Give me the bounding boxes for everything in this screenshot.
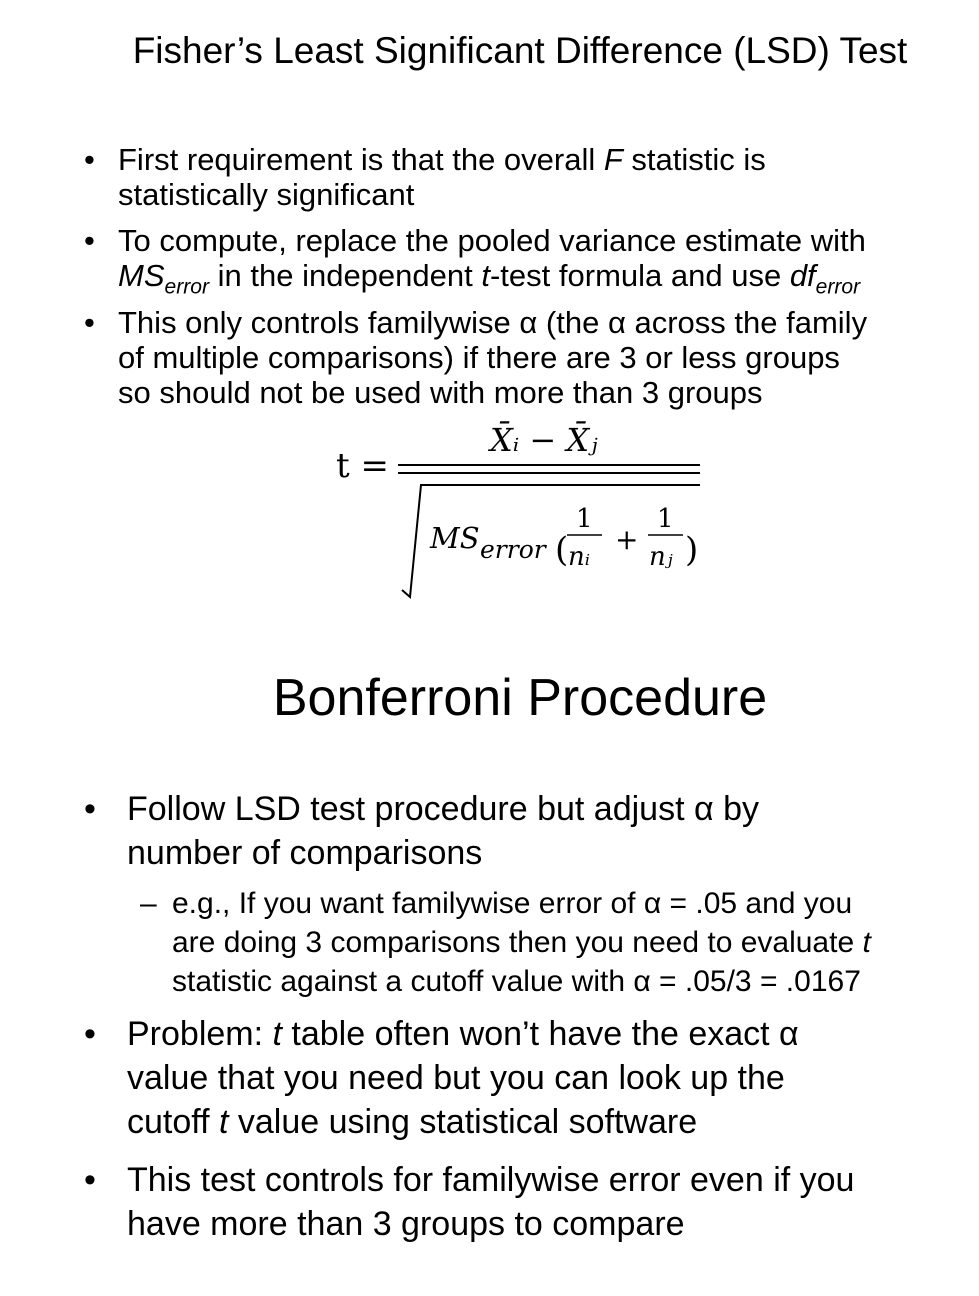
formula-lhs: t = (336, 446, 389, 486)
bonferroni-bullet-3-line2: have more than 3 groups to compare (127, 1205, 685, 1243)
lsd-title: Fisher’s Least Significant Difference (LSD) Test (132, 30, 908, 71)
t-symbol: t (481, 258, 490, 293)
bullet-icon: • (84, 305, 95, 340)
lsd-bullet-1-line1-post: statistic is (622, 142, 766, 177)
bullet-icon: • (84, 142, 95, 177)
formula-graphic (330, 415, 730, 615)
bonferroni-sub-line3: statistic against a cutoff value with α = .05/3 = .0167 (172, 965, 861, 998)
f-statistic-symbol: F (603, 142, 623, 177)
bonferroni-bullet-2-line3-post: value using statistical software (228, 1103, 698, 1141)
bonferroni-bullet-1-line2: number of comparisons (127, 834, 483, 872)
bullet-icon: • (84, 1161, 96, 1199)
lsd-bullet-3-line2: of multiple comparisons) if there are 3 or less groups (118, 340, 840, 375)
formula-ms-subscript: error (480, 535, 546, 564)
bonferroni-bullet-2-line2: value that you need but you can look up the (127, 1059, 785, 1097)
lsd-bullet-2-line1: To compute, replace the pooled variance estimate with (118, 223, 866, 258)
lsd-bullet-2-mid-pre: in the independent (209, 258, 482, 293)
ms-symbol: MS (118, 258, 165, 293)
t-symbol: t (272, 1015, 282, 1053)
formula-one-a: 1 (576, 504, 593, 534)
bonferroni-bullet-3-line1: This test controls for familywise error even if you (127, 1161, 855, 1199)
lsd-t-formula (330, 415, 730, 615)
bonferroni-title: Bonferroni Procedure (272, 669, 768, 727)
bullet-icon: • (84, 223, 95, 258)
bonferroni-sub-line1: e.g., If you want familywise error of α = .05 and you (172, 887, 853, 920)
bullet-icon: • (84, 790, 96, 828)
bullet-icon: • (84, 1015, 96, 1053)
lsd-bullet-3-line3: so should not be used with more than 3 groups (118, 375, 763, 410)
bonferroni-sub-line2-pre: are doing 3 comparisons then you need to evaluate (172, 926, 863, 959)
lsd-bullet-1-line1-pre: First requirement is that the overall (118, 142, 604, 177)
formula-open-paren: ( (555, 530, 569, 570)
formula-one-b: 1 (657, 504, 674, 534)
bonferroni-bullet-1-line1: Follow LSD test procedure but adjust α by (127, 790, 759, 828)
lsd-bullet-1-line2: statistically significant (118, 177, 415, 212)
bonferroni-bullet-2-line1-post: table often won’t have the exact α (281, 1015, 799, 1053)
bonferroni-bullet-2-line3-pre: cutoff (127, 1103, 219, 1141)
t-symbol: t (219, 1103, 229, 1141)
bonferroni-bullet-2-line1-pre: Problem: (127, 1015, 273, 1053)
lsd-bullet-2-mid-post: -test formula and use (489, 258, 790, 293)
t-symbol: t (862, 926, 871, 959)
formula-n-j: nⱼ (649, 542, 673, 572)
formula-n-i: nᵢ (568, 542, 590, 572)
lsd-bullet-3-line1: This only controls familywise α (the α across the family (118, 305, 868, 340)
formula-close-paren: ) (685, 530, 699, 570)
formula-plus: + (615, 523, 639, 556)
dash-icon: – (140, 887, 157, 920)
formula-ms: MS (430, 521, 480, 555)
formula-numerator: X̄ᵢ − X̄ⱼ (490, 421, 598, 459)
ms-subscript: error (164, 275, 210, 299)
df-subscript: error (815, 275, 861, 299)
df-symbol: df (789, 258, 816, 293)
